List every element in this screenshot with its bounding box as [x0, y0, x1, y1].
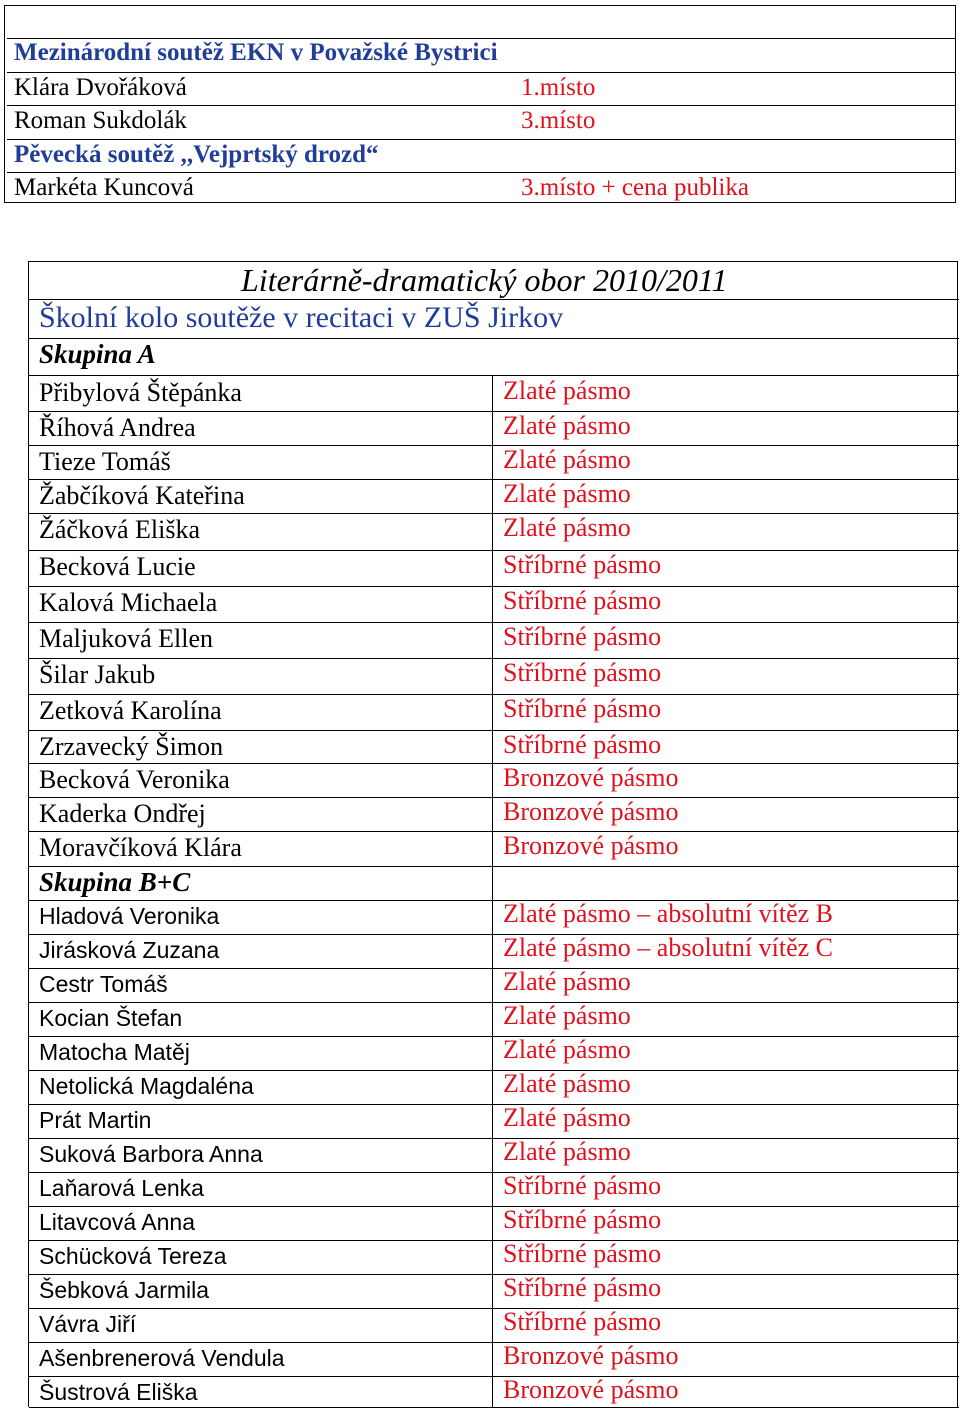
award-band: Zlaté pásmo	[503, 411, 631, 440]
contestant-name: Tieze Tomáš	[39, 447, 171, 476]
table-grid-line	[29, 900, 959, 901]
table-subtitle: Školní kolo soutěže v recitaci v ZUŠ Jirkov	[39, 301, 564, 334]
contestant-name: Žáčková Eliška	[39, 515, 200, 544]
contestant-name: Suková Barbora Anna	[39, 1141, 263, 1167]
table-grid-line	[29, 1407, 959, 1408]
award-band: Bronzové pásmo	[503, 831, 679, 860]
contestant-name: Žabčíková Kateřina	[39, 481, 245, 510]
table-grid-line	[29, 445, 959, 446]
contestant-name: Prát Martin	[39, 1107, 152, 1133]
competition-title-ekn: Mezinárodní soutěž EKN v Považské Bystrici	[14, 39, 498, 66]
table-grid-line	[29, 299, 959, 300]
award-band: Stříbrné pásmo	[503, 1171, 662, 1200]
contestant-name: Netolická Magdaléna	[39, 1073, 254, 1099]
table-grid-line	[29, 1308, 959, 1309]
contestant-name: Roman Sukdolák	[14, 107, 187, 134]
table-grid-line	[29, 479, 959, 480]
award-band: Stříbrné pásmo	[503, 622, 662, 651]
award-band: Stříbrné pásmo	[503, 1273, 662, 1302]
table-column-divider	[492, 375, 493, 866]
contestant-name: Schücková Tereza	[39, 1243, 227, 1269]
award-band: Stříbrné pásmo	[503, 730, 662, 759]
award-band: Stříbrné pásmo	[503, 550, 662, 579]
award-band: Zlaté pásmo	[503, 1103, 631, 1132]
contestant-name: Vávra Jiří	[39, 1311, 137, 1337]
competition-title-drozd: Pěvecká soutěž ,,Vejprtský drozd“	[14, 141, 379, 168]
table-grid-line	[29, 338, 959, 339]
table-grid-line	[29, 1036, 959, 1037]
award-band: Zlaté pásmo	[503, 1069, 631, 1098]
placement: 3.místo + cena publika	[521, 174, 749, 201]
contestant-name: Šilar Jakub	[39, 660, 156, 689]
table-grid-line	[29, 375, 959, 376]
contestant-name: Klára Dvořáková	[14, 74, 187, 101]
recitation-results-table	[28, 261, 958, 1407]
table-grid-line	[29, 1172, 959, 1173]
table-grid-line	[29, 1376, 959, 1377]
table-grid-line	[29, 658, 959, 659]
award-band: Bronzové pásmo	[503, 1341, 679, 1370]
table-grid-line	[29, 694, 959, 695]
table-grid-line	[29, 513, 959, 514]
table-grid-line	[29, 968, 959, 969]
contestant-name: Becková Lucie	[39, 552, 196, 581]
table-grid-line	[29, 797, 959, 798]
award-band: Zlaté pásmo	[503, 1035, 631, 1064]
competition-results-box	[4, 5, 956, 203]
table-grid-line	[29, 934, 959, 935]
contestant-name: Litavcová Anna	[39, 1209, 196, 1235]
contestant-name: Kalová Michaela	[39, 588, 218, 617]
table-grid-line	[29, 1206, 959, 1207]
contestant-name: Hladová Veronika	[39, 903, 220, 929]
contestant-name: Jirásková Zuzana	[39, 937, 220, 963]
contestant-name: Markéta Kuncová	[14, 174, 194, 201]
table-grid-line	[29, 411, 959, 412]
placement: 3.místo	[521, 107, 596, 134]
contestant-name: Becková Veronika	[39, 765, 230, 794]
table-grid-line	[29, 1342, 959, 1343]
contestant-name: Kocian Štefan	[39, 1005, 183, 1031]
table-grid-line	[29, 1104, 959, 1105]
table-grid-line	[29, 763, 959, 764]
award-band: Zlaté pásmo	[503, 479, 631, 508]
award-band: Stříbrné pásmo	[503, 1205, 662, 1234]
award-band: Zlaté pásmo	[503, 1137, 631, 1166]
award-band: Stříbrné pásmo	[503, 694, 662, 723]
table-grid-line	[29, 1274, 959, 1275]
award-band: Zlaté pásmo	[503, 445, 631, 474]
table-grid-line	[29, 730, 959, 731]
contestant-name: Maljuková Ellen	[39, 624, 214, 653]
award-band: Stříbrné pásmo	[503, 586, 662, 615]
award-band: Zlaté pásmo	[503, 513, 631, 542]
table-grid-line	[29, 1138, 959, 1139]
group-a-heading: Skupina A	[39, 339, 156, 369]
award-band: Zlaté pásmo – absolutní vítěz B	[503, 899, 833, 928]
contestant-name: Šustrová Eliška	[39, 1379, 198, 1405]
table-grid-line	[29, 831, 959, 832]
table-grid-line	[29, 1240, 959, 1241]
table-grid-line	[29, 866, 959, 867]
contestant-name: Laňarová Lenka	[39, 1175, 204, 1201]
award-band: Bronzové pásmo	[503, 797, 679, 826]
table-grid-line	[29, 1002, 959, 1003]
award-band: Stříbrné pásmo	[503, 1307, 662, 1336]
table-grid-line	[29, 586, 959, 587]
award-band: Stříbrné pásmo	[503, 658, 662, 687]
contestant-name: Říhová Andrea	[39, 413, 196, 442]
contestant-name: Ašenbrenerová Vendula	[39, 1345, 285, 1371]
award-band: Zlaté pásmo	[503, 376, 631, 405]
contestant-name: Zetková Karolína	[39, 696, 222, 725]
contestant-name: Zrzavecký Šimon	[39, 732, 224, 761]
table-grid-line	[29, 622, 959, 623]
table-column-divider	[492, 866, 493, 1408]
group-bc-heading: Skupina B+C	[39, 867, 191, 897]
contestant-name: Cestr Tomáš	[39, 971, 168, 997]
contestant-name: Matocha Matěj	[39, 1039, 190, 1065]
award-band: Zlaté pásmo – absolutní vítěz C	[503, 933, 833, 962]
contestant-name: Šebková Jarmila	[39, 1277, 210, 1303]
placement: 1.místo	[521, 74, 596, 101]
award-band: Bronzové pásmo	[503, 763, 679, 792]
contestant-name: Moravčíková Klára	[39, 833, 242, 862]
award-band: Stříbrné pásmo	[503, 1239, 662, 1268]
award-band: Zlaté pásmo	[503, 967, 631, 996]
contestant-name: Přibylová Štěpánka	[39, 378, 242, 407]
award-band: Bronzové pásmo	[503, 1375, 679, 1404]
table-title: Literárně-dramatický obor 2010/2011	[241, 262, 728, 298]
table-grid-line	[29, 550, 959, 551]
table-grid-line	[29, 1070, 959, 1071]
contestant-name: Kaderka Ondřej	[39, 799, 206, 828]
award-band: Zlaté pásmo	[503, 1001, 631, 1030]
